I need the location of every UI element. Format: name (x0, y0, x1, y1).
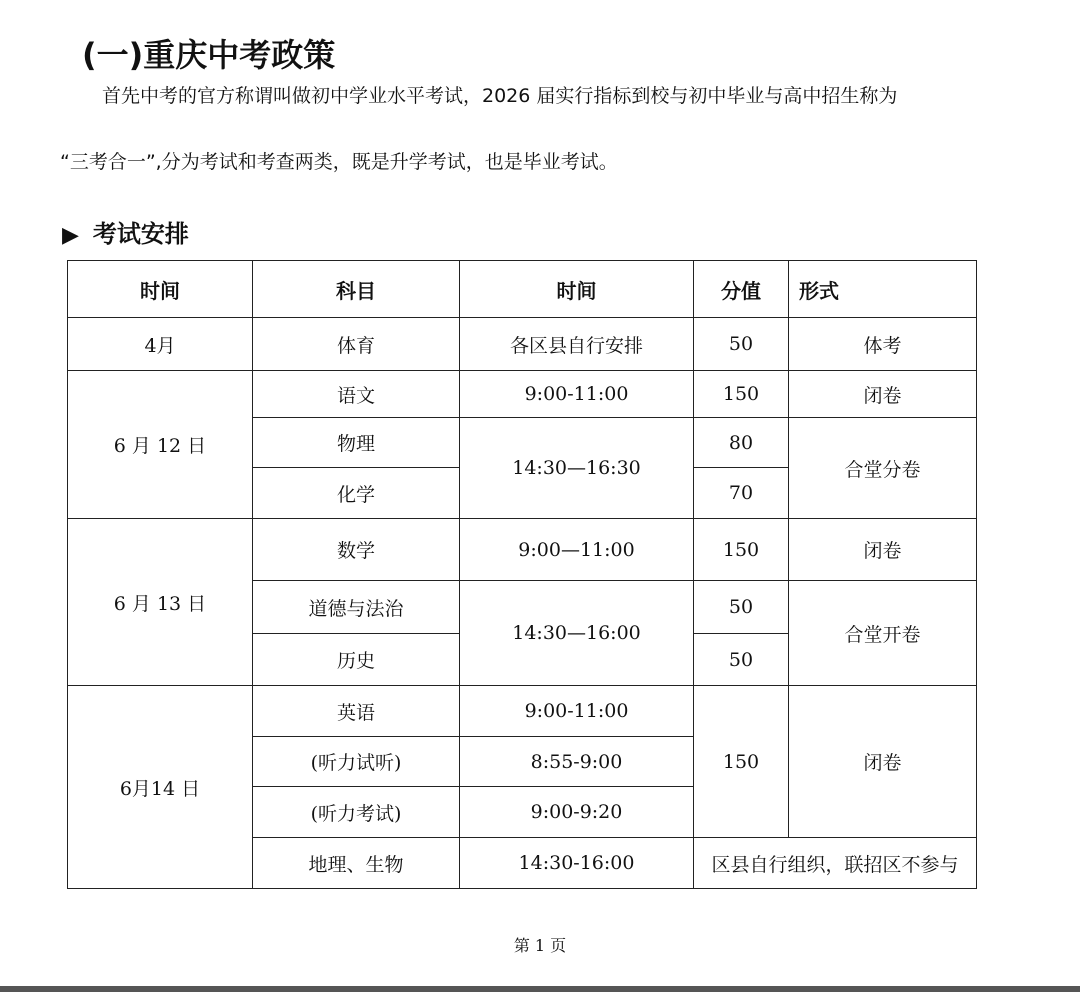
subject-cell: 道德与法治 (253, 581, 460, 634)
subject-cell: 物理 (253, 418, 460, 468)
date-cell: 6 月 13 日 (68, 519, 253, 686)
score-cell: 150 (694, 686, 789, 838)
subject-cell: (听力试听) (253, 737, 460, 787)
table-row (68, 519, 977, 581)
score-cell: 50 (694, 318, 789, 371)
date-cell: 6月14 日 (68, 686, 253, 889)
triangle-bullet-icon: ▶ (62, 223, 79, 248)
subject-cell: 历史 (253, 634, 460, 686)
subject-cell: (听力考试) (253, 787, 460, 838)
subject-cell: 英语 (253, 686, 460, 737)
subject-cell: 数学 (253, 519, 460, 581)
form-cell: 体考 (789, 318, 977, 371)
subject-cell: 地理、生物 (253, 838, 460, 889)
bottom-divider (0, 986, 1080, 992)
form-cell: 闭卷 (789, 686, 977, 838)
score-cell: 150 (694, 519, 789, 581)
exam-schedule-table (67, 260, 977, 889)
score-cell: 70 (694, 468, 789, 519)
time-cell: 各区县自行安排 (460, 318, 694, 371)
note-cell: 区县自行组织，联招区不参与 (694, 838, 977, 889)
time-cell: 9:00-9:20 (460, 787, 694, 838)
date-cell: 4月 (68, 318, 253, 371)
score-cell: 50 (694, 581, 789, 634)
section-title: 考试安排 (92, 220, 189, 248)
section-heading (62, 214, 189, 249)
subject-cell: 体育 (253, 318, 460, 371)
table-header-row (68, 261, 977, 318)
intro-paragraph-line2: “三考合一”,分为考试和考查两类，既是升学考试，也是毕业考试。 (60, 151, 618, 173)
subject-cell: 语文 (253, 371, 460, 418)
form-cell: 合堂分卷 (789, 418, 977, 519)
time-cell: 14:30-16:00 (460, 838, 694, 889)
header-subject: 科目 (253, 261, 460, 318)
time-cell: 9:00-11:00 (460, 371, 694, 418)
score-cell: 50 (694, 634, 789, 686)
intro-paragraph-line1: 首先中考的官方称谓叫做初中学业水平考试，2026 届实行指标到校与初中毕业与高中招生称为 (102, 85, 898, 107)
time-cell: 8:55-9:00 (460, 737, 694, 787)
header-form: 形式 (789, 261, 977, 318)
table-row (68, 371, 977, 418)
score-cell: 150 (694, 371, 789, 418)
header-date: 时间 (68, 261, 253, 318)
time-cell: 9:00-11:00 (460, 686, 694, 737)
table-row (68, 318, 977, 371)
date-cell: 6 月 12 日 (68, 371, 253, 519)
page-number: 第 1 页 (513, 936, 567, 955)
form-cell: 闭卷 (789, 519, 977, 581)
subject-cell: 化学 (253, 468, 460, 519)
score-cell: 80 (694, 418, 789, 468)
time-cell: 14:30—16:00 (460, 581, 694, 686)
page-title: (一)重庆中考政策 (82, 36, 336, 74)
table-row (68, 686, 977, 737)
form-cell: 闭卷 (789, 371, 977, 418)
header-score: 分值 (694, 261, 789, 318)
form-cell: 合堂开卷 (789, 581, 977, 686)
header-time: 时间 (460, 261, 694, 318)
time-cell: 14:30—16:30 (460, 418, 694, 519)
time-cell: 9:00—11:00 (460, 519, 694, 581)
